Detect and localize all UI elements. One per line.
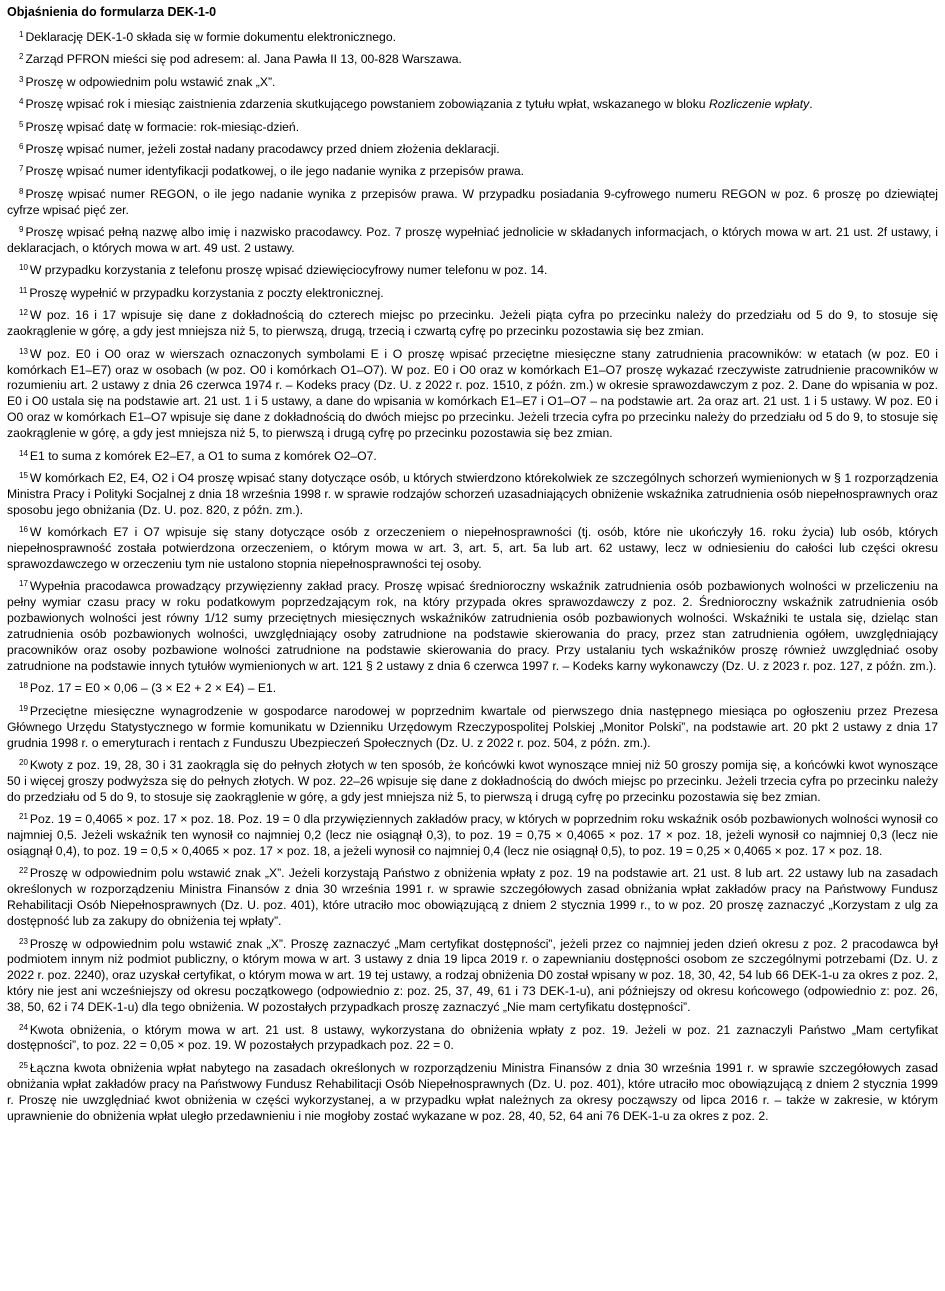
footnote-number: 8 [19, 186, 24, 196]
footnote-number: 20 [19, 757, 28, 767]
footnote-20 [7, 758, 938, 806]
footnote-number: 18 [19, 681, 28, 691]
footnote-text: E1 to suma z komórek E2–E7, a O1 to suma z komórek O2–O7. [29, 448, 377, 463]
footnote-number: 19 [19, 703, 28, 713]
footnote-number: 13 [19, 346, 28, 356]
footnote-number: 24 [19, 1022, 28, 1032]
footnote-13 [7, 347, 938, 442]
footnote-text: W poz. 16 i 17 wpisuje się dane z dokładnością do czterech miejsc po przecinku. Jeżeli piąta cyfra po przecinku należy do przedziału od 5 do 9, to stosuje się zaokrąglenie w górę, a gdy jest mniejsza niż 5, to pierwszą, drugą, trzecią i czwartą cyfrę po przecinku pozostawia się bez zmian. [7, 308, 938, 339]
footnote-text-tail: . [809, 97, 813, 112]
footnote-text: Poz. 19 = 0,4065 × poz. 17 × poz. 18. Poz. 19 = 0 dla przywięziennych zakładów pracy, w których w poprzednim roku wskaźnik osób pozbawionych wolności wynosił co najmniej 0,5. Jeżeli wskaźnik ten wynosił co najmniej 0,2 (lecz nie osiągnął 0,3), to poz. 19 = 0,75 × 0,4065 × poz. 17 × poz. 18, jeżeli wynosił co najmniej 0,3 (lecz nie osiągnął 0,4), to poz. 19 = 0,5 × 0,4065 × poz. 17 × poz. 18, a jeżeli wynosił co najmniej 0,4 (lecz nie osiągnął 0,5), to poz. 19 = 0,25 × 0,4065 × poz. 17 × poz. 18. [7, 812, 938, 858]
footnote-15 [7, 471, 938, 519]
footnote-text: Proszę wpisać rok i miesiąc zaistnienia zdarzenia skutkującego powstaniem zobowiązania z tytułu wpłat, wskazanego w bloku [25, 97, 709, 112]
footnote-text: Proszę w odpowiednim polu wstawić znak „X”. [25, 74, 276, 89]
footnote-text: W poz. E0 i O0 oraz w wierszach oznaczonych symbolami E i O proszę wpisać przeciętne miesięczne stany zatrudnienia pracowników: w etatach (w poz. E0 i komórkach E1–E7) oraz w osobach (w poz. O0 i komórkach O1–O7). W poz. E0 i O0 oraz w komórkach E1–O7 proszę wykazać rzeczywiste zatrudnienie pracowników w rozumieniu art. 2 ustawy z dnia 26 czerwca 1974 r. – Kodeks pracy (Dz. U. z 2022 r. poz. 1510, z późn. zm.) w okresie sprawozdawczym z poz. 2. Dane do wpisania w poz. E0 i O0 ustala się na podstawie art. 21 ust. 1 i 5 ustawy, a dane do wpisania w komórkach E1–E7 i O1–O7 – na podstawie art. 2a oraz art. 21 ust. 1 i 5 ustawy. W poz. E0 i O0 oraz w komórkach E1–O7 wpisuje się dane z dokładnością do dwóch miejsc po przecinku. Jeżeli trzecia cyfra po przecinku należy do przedziału od 5 do 9, to stosuje się zaokrąglenie w górę, a gdy jest mniejsza niż 5, to pierwszą i drugą cyfrę po przecinku pozostawia się bez zmian. [7, 346, 938, 441]
footnote-italic-text: Rozliczenie wpłaty [708, 97, 810, 112]
footnote-text: Wypełnia pracodawca prowadzący przywięzienny zakład pracy. Proszę wpisać średnioroczny wskaźnik zatrudnienia osób pozbawionych wolności w przeliczeniu na pełny wymiar czasu pracy w roku podatkowym poprzedzającym rok, na który przypada okres sprawozdawczy z poz. 2. Średnioroczny wskaźnik zatrudnienia osób pozbawionych wolności jest równy 1/12 sumy przeciętnych miesięcznych wskaźników zatrudnienia osób pozbawionych wolności. Wskaźniki te ustala się, dzieląc stan zatrudnienia osób pozbawionych wolności, uwzględniający osoby zatrudnione na podstawie skierowania do pracy, przez stan zatrudnienia ogółem, uwzględniający pracowników oraz osoby pozbawione wolności zatrudnione na podstawie skierowania do pracy. Przy ustalaniu tych wskaźników proszę również uwzględniać osoby zatrudnione na podstawie innych tytułów wymienionych w art. 121 § 2 ustawy z dnia 6 czerwca 1997 r. – Kodeks karny wykonawczy (Dz. U. z 2023 r. poz. 127, z późn. zm.). [7, 579, 938, 673]
footnote-21 [7, 812, 938, 860]
footnote-22 [7, 866, 938, 930]
footnote-text: Proszę w odpowiednim polu wstawić znak „X”. Jeżeli korzystają Państwo z obniżenia wpłaty z poz. 19 na podstawie art. 21 ust. 8 lub art. 22 ustawy lub na zasadach określonych w rozporządzeniu Ministra Finansów z dnia 30 września 1991 r. w sprawie szczegółowych zasad obniżania wpłat zakładów pracy na Państwowy Fundusz Rehabilitacji Osób Niepełnosprawnych (Dz. U. poz. 401), które utraciło moc obowiązującą z dniem 2 stycznia 1999 r., to w poz. 20 proszę zaznaczyć „Korzystam z ulg za dostępność lub za zakupy do obniżenia tej wpłaty”. [7, 866, 938, 929]
footnote-number: 7 [19, 164, 24, 174]
footnote-text: Proszę wypełnić w przypadku korzystania z poczty elektronicznej. [29, 285, 384, 300]
footnote-2 [7, 52, 938, 68]
footnote-number: 17 [19, 579, 28, 589]
footnote-11 [7, 286, 938, 302]
footnote-16 [7, 525, 938, 573]
footnote-6 [7, 142, 938, 158]
footnote-text: W komórkach E2, E4, O2 i O4 proszę wpisać stany dotyczące osób, u których stwierdzono którekolwiek ze szczególnych schorzeń wymienionych w § 1 rozporządzenia Ministra Pracy i Polityki Socjalnej z dnia 18 września 1998 r. w sprawie rodzajów schorzeń uzasadniających obniżenie wskaźnika zatrudnienia osób niepełnosprawnych oraz sposobu jego obniżania (Dz. U. poz. 820, z późn. zm.). [7, 470, 938, 517]
footnote-7 [7, 164, 938, 180]
footnote-text: Proszę wpisać datę w formacie: rok-miesiąc-dzień. [25, 119, 300, 134]
footnote-text: Łączna kwota obniżenia wpłat nabytego na zasadach określonych w rozporządzeniu Ministra Finansów z dnia 30 września 1991 r. w sprawie szczegółowych zasad obniżania wpłat zakładów pracy na Państwowy Fundusz Rehabilitacji Osób Niepełnosprawnych (Dz. U. poz. 401), które utraciło moc obowiązującą z dniem 2 stycznia 1999 r. Proszę nie uwzględniać kwot obniżenia w części wykorzystanej, a w przypadku wpłat należnych za okresy począwszy od lipca 2016 r. – także w zakresie, w którym uprawnienie do obniżenia wpłat uległo przedawnieniu i nie mogłoby zostać wykazane w poz. 28, 40, 52, 64 ani 76 DEK-1-u za okres z poz. 2. [7, 1060, 938, 1123]
footnote-number: 16 [19, 525, 28, 535]
footnote-text: Proszę w odpowiednim polu wstawić znak „X”. Proszę zaznaczyć „Mam certyfikat dostępności”, jeżeli przez co najmniej jeden dzień okresu z poz. 2 pracodawca był podmiotem innym niż podmiot publiczny, o którym mowa w art. 3 ustawy z dnia 19 lipca 2019 r. o zapewnianiu dostępności osobom ze szczególnymi potrzebami (Dz. U. z 2022 r. poz. 2240), oraz uzyskał certyfikat, o którym mowa w art. 19 tej ustawy, a rodzaj obniżenia D0 został wpisany w poz. 18, 30, 42, 54 lub 66 DEK-1-u za okres z poz. 2, który nie jest ani wcześniejszy od okresu początkowego (odpowiednio z: poz. 25, 37, 49, 61 i 73 DEK-1-u), ani późniejszy od okresu końcowego (odpowiednio z: poz. 26, 38, 50, 62 i 74 DEK-1-u) dla tego obniżenia. W pozostałych przypadkach proszę zaznaczyć „Nie mam certyfikatu dostępności”. [7, 936, 938, 1015]
footnote-text: Kwoty z poz. 19, 28, 30 i 31 zaokrągla się do pełnych złotych w ten sposób, że końcówki kwot wynoszące mniej niż 50 groszy pomija się, a końcówki kwot wynoszące 50 i więcej groszy podwyższa się do pełnych złotych. W poz. 22–26 wpisuje się dane z dokładnością do dwóch miejsc po przecinku. Jeżeli trzecia cyfra po przecinku należy do przedziału od 5 do 9, to stosuje się zaokrąglenie w górę, a gdy jest mniejsza niż 5, to pierwszą i drugą cyfrę po przecinku pozostawia się bez zmian. [7, 757, 938, 804]
footnote-text: Proszę wpisać numer REGON, o ile jego nadanie wynika z przepisów prawa. W przypadku posiadania 9-cyfrowego numeru REGON w poz. 6 proszę po dziewiątej cyfrze wpisać pięć zer. [7, 186, 938, 217]
footnote-number: 1 [19, 30, 24, 39]
footnote-number: 22 [19, 866, 28, 876]
footnote-text: Deklarację DEK-1-0 składa się w formie dokumentu elektronicznego. [25, 30, 396, 44]
footnote-17 [7, 579, 938, 674]
footnote-1 [7, 30, 938, 46]
footnote-number: 9 [19, 225, 24, 235]
footnote-number: 14 [19, 448, 28, 458]
footnote-number: 3 [19, 74, 24, 84]
footnote-text: Proszę wpisać numer, jeżeli został nadany pracodawcy przed dniem złożenia deklaracji. [25, 142, 500, 157]
footnote-3 [7, 75, 938, 91]
footnote-number: 23 [19, 936, 28, 946]
document-title: Objaśnienia do formularza DEK-1-0 [7, 5, 217, 19]
footnote-18 [7, 681, 938, 697]
footnote-text: Zarząd PFRON mieści się pod adresem: al. Jana Pawła II 13, 00-828 Warszawa. [25, 52, 462, 67]
footnote-number: 21 [19, 812, 28, 822]
footnote-text: Przeciętne miesięczne wynagrodzenie w gospodarce narodowej w poprzednim kwartale od pierwszego dnia następnego miesiąca po ogłoszeniu przez Prezesa Głównego Urzędu Statystycznego w formie komunikatu w Dzienniku Urzędowym Rzeczypospolitej Polskiej „Monitor Polski”, na podstawie art. 20 pkt 2 ustawy z dnia 17 grudnia 1998 r. o emeryturach i rentach z Funduszu Ubezpieczeń Społecznych (Dz. U. z 2022 r. poz. 504, z późn. zm.). [7, 703, 938, 750]
footnote-number: 12 [19, 308, 28, 318]
footnote-number: 4 [19, 97, 24, 107]
footnote-text: Proszę wpisać pełną nazwę albo imię i nazwisko pracodawcy. Poz. 7 proszę wypełniać jednolicie w składanych informacjach, o których mowa w art. 21 ust. 2f ustawy, i deklaracjach, o których mowa w art. 49 ust. 2 ustawy. [7, 225, 938, 256]
footnote-24 [7, 1023, 938, 1055]
footnote-number: 11 [19, 285, 28, 295]
footnote-text: W przypadku korzystania z telefonu proszę wpisać dziewięciocyfrowy numer telefonu w poz. 14. [29, 263, 548, 278]
footnote-number: 2 [19, 52, 24, 62]
footnote-number: 5 [19, 119, 24, 129]
footnote-text: Kwota obniżenia, o którym mowa w art. 21 ust. 8 ustawy, wykorzystana do obniżenia wpłaty z poz. 19. Jeżeli w poz. 21 zaznaczyli Państwo „Mam certyfikat dostępności”, to poz. 22 = 0,05 × poz. 19. W pozostałych przypadkach poz. 22 = 0. [7, 1022, 938, 1053]
footnote-number: 6 [19, 142, 24, 152]
footnote-5 [7, 120, 938, 136]
footnote-14 [7, 449, 938, 465]
footnote-number: 10 [19, 263, 28, 273]
explanatory-notes-list [7, 30, 938, 1124]
footnote-19 [7, 704, 938, 752]
footnote-number: 25 [19, 1060, 28, 1070]
footnote-text: Proszę wpisać numer identyfikacji podatkowej, o ile jego nadanie wynika z przepisów prawa. [25, 164, 525, 179]
footnote-text: W komórkach E7 i O7 wpisuje się stany dotyczące osób z orzeczeniem o niepełnosprawności (tj. osób, które nie ukończyły 16. roku życia) lub osób, których niepełnosprawność została potwierdzona orzeczeniem, o którym mowa w art. 3, art. 5, art. 5a lub art. 62 ustawy, lecz w odniesieniu do całości lub części okresu sprawozdawczego w orzeczeniu tym nie ustalono stopnia niepełnosprawności tej osoby. [7, 525, 938, 571]
footnote-9 [7, 225, 938, 257]
footnote-23 [7, 937, 938, 1017]
footnote-4 [7, 97, 938, 113]
footnote-8 [7, 187, 938, 219]
footnote-12 [7, 308, 938, 340]
footnote-number: 15 [19, 470, 28, 480]
footnote-25 [7, 1061, 938, 1125]
footnote-text: Poz. 17 = E0 × 0,06 – (3 × E2 + 2 × E4) – E1. [29, 681, 277, 696]
footnote-10 [7, 263, 938, 279]
